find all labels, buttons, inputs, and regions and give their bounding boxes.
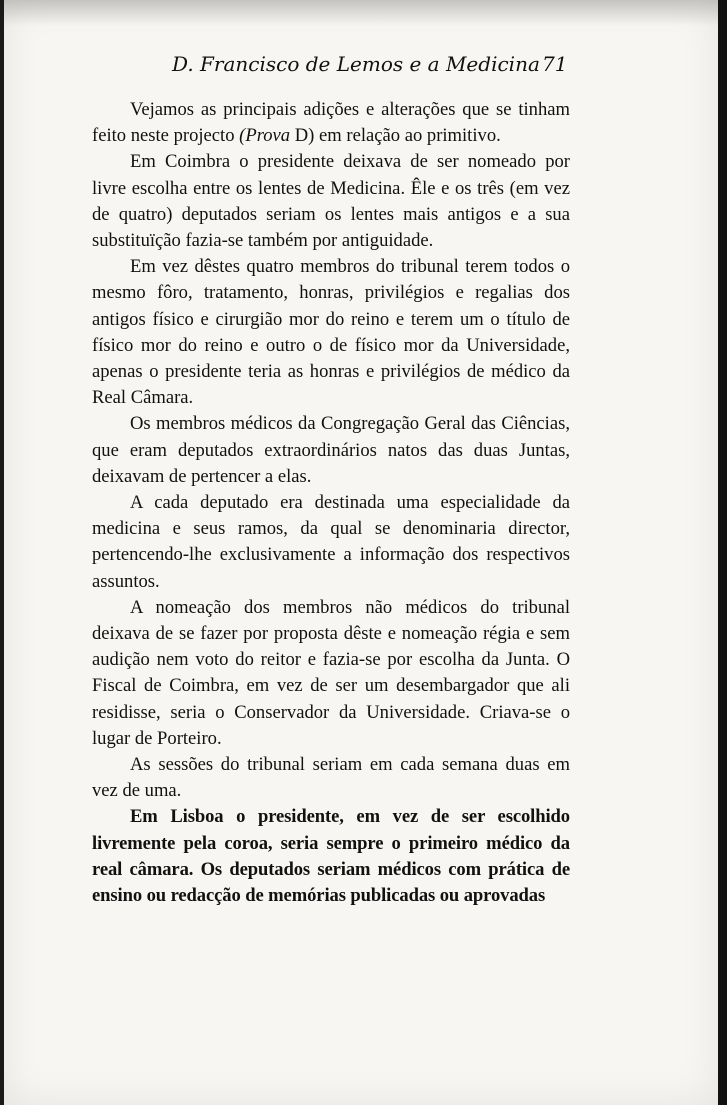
paragraph: Vejamos as principais adições e alterações que se tinham feito neste projecto (Prova D) em relação ao primitivo. [92,99,570,147]
paragraph: A cada deputado era destinada uma especialidade da medicina e seus ramos, da qual se denominaria director, pertencendo-lhe exclusivamente a informação dos respectivos assuntos. [92,492,570,592]
paragraph: Em Coimbra o presidente deixava de ser nomeado por livre escolha entre os lentes de Medicina. Êle e os três (em vez de quatro) deputados seriam os lentes mais antigos e a sua substituïção fazia-se também por antiguidade. [92,151,570,252]
paragraph: Em Lisboa o presidente, em vez de ser escolhido livremente pela coroa, seria sempre o primeiro médico da real câmara. Os deputados seriam médicos com prática de ensino ou redacção de memórias publicadas ou aprovadas [92,806,570,907]
scan-edge [718,0,727,1105]
running-head-title: D. Francisco de Lemos e a Medicina [172,52,540,76]
paragraph: As sessões do tribunal seriam em cada semana duas em vez de uma. [92,754,570,802]
paragraph: A nomeação dos membros não médicos do tribunal deixava de se fazer por proposta dêste e nomeação régia e sem audição nem voto do reitor e fazia-se por escolha da Junta. O Fiscal de Coimbra, em vez de ser um desembargador que ali residisse, seria o Conservador da Universidade. Criava-se o lugar de Porteiro. [92,596,570,749]
page-number: 71 [542,52,568,76]
body-text [92,97,570,909]
paragraph: Os membros médicos da Congregação Geral das Ciências, que eram deputados extraordinários natos das duas Juntas, deixavam de pertencer a elas. [92,413,570,487]
paragraph: Em vez dêstes quatro membros do tribunal terem todos o mesmo fôro, tratamento, honras, privilégios e regalias dos antigos físico e cirurgião mor do reino e terem um o título de físico mor do reino e outro o de físico mor da Universidade, apenas o presidente teria as honras e privilégios de médico da Real Câmara. [92,256,570,409]
running-head [172,52,572,82]
book-page [4,0,718,1105]
